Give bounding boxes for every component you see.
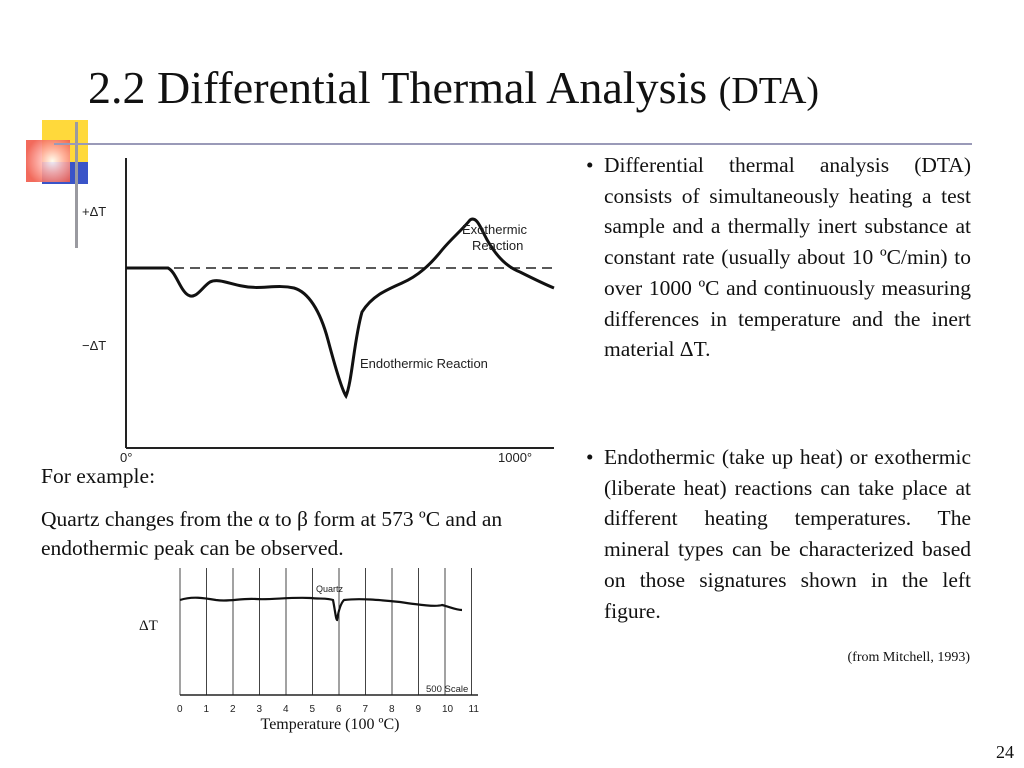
y-plus-label: +ΔT [82, 204, 107, 219]
scale-label: 500 Scale [426, 684, 469, 695]
x-tick-label: 4 [283, 704, 289, 715]
bullet-dot: • [586, 153, 594, 177]
citation: (from Mitchell, 1993) [847, 650, 970, 665]
x-tick-label: 2 [230, 704, 236, 715]
y-minus-label: −ΔT [82, 338, 107, 353]
x-axis-caption: Temperature (100 ºC) [260, 716, 400, 733]
title-main: 2.2 Differential Thermal Analysis [88, 62, 708, 113]
x-tick-label: 6 [336, 704, 342, 715]
bullet-reactions [586, 442, 971, 626]
x-tick-label: 0 [177, 704, 183, 715]
example-text: Quartz changes from the α to β form at 573 ºC and an endothermic peak can be observed. [41, 507, 503, 560]
decor-red-glow [26, 140, 70, 182]
exo-label-1: Exothermic [462, 222, 528, 237]
x-start-label: 0° [120, 450, 133, 465]
delta-t-label: ΔT [139, 618, 158, 634]
quartz-peak-label: Quartz [316, 584, 344, 594]
x-tick-label: 7 [362, 704, 369, 715]
x-tick-label: 11 [468, 704, 479, 715]
title-underline [54, 143, 972, 145]
x-tick-label: 8 [389, 704, 395, 715]
bullet-dta-definition [586, 150, 971, 365]
x-tick-labels [177, 704, 479, 715]
slide-title [88, 60, 988, 119]
bullet-text: Endothermic (take up heat) or exothermic (liberate heat) reactions can take place at different heating temperatures. The mineral types can be characterized based on those signatures shown in the left figure. [604, 445, 971, 623]
bullet-dot: • [586, 445, 594, 469]
bullet-text: Differential thermal analysis (DTA) consists of simultaneously heating a test sample and a thermally inert substance at constant rate (usually about 10 ºC/min) to over 1000 ºC and continuously measuring differences in temperature and the inert material ΔT. [604, 153, 971, 362]
exo-label-2: Reaction [472, 238, 524, 253]
endo-label: Endothermic Reaction [360, 356, 488, 371]
page-number: 24 [996, 742, 1014, 762]
x-tick-label: 9 [415, 704, 422, 715]
decor-vertical-line [75, 122, 78, 248]
x-tick-label: 5 [309, 704, 316, 715]
quartz-dta-curve [180, 598, 462, 620]
x-tick-label: 1 [203, 704, 210, 715]
x-tick-label: 10 [442, 704, 454, 715]
example-label: For example: [41, 464, 156, 488]
x-tick-label: 3 [256, 704, 263, 715]
x-end-label: 1000° [498, 450, 533, 465]
dta-schematic-chart [80, 150, 570, 470]
quartz-dta-chart [130, 562, 490, 722]
title-abbrev: (DTA) [718, 70, 820, 112]
